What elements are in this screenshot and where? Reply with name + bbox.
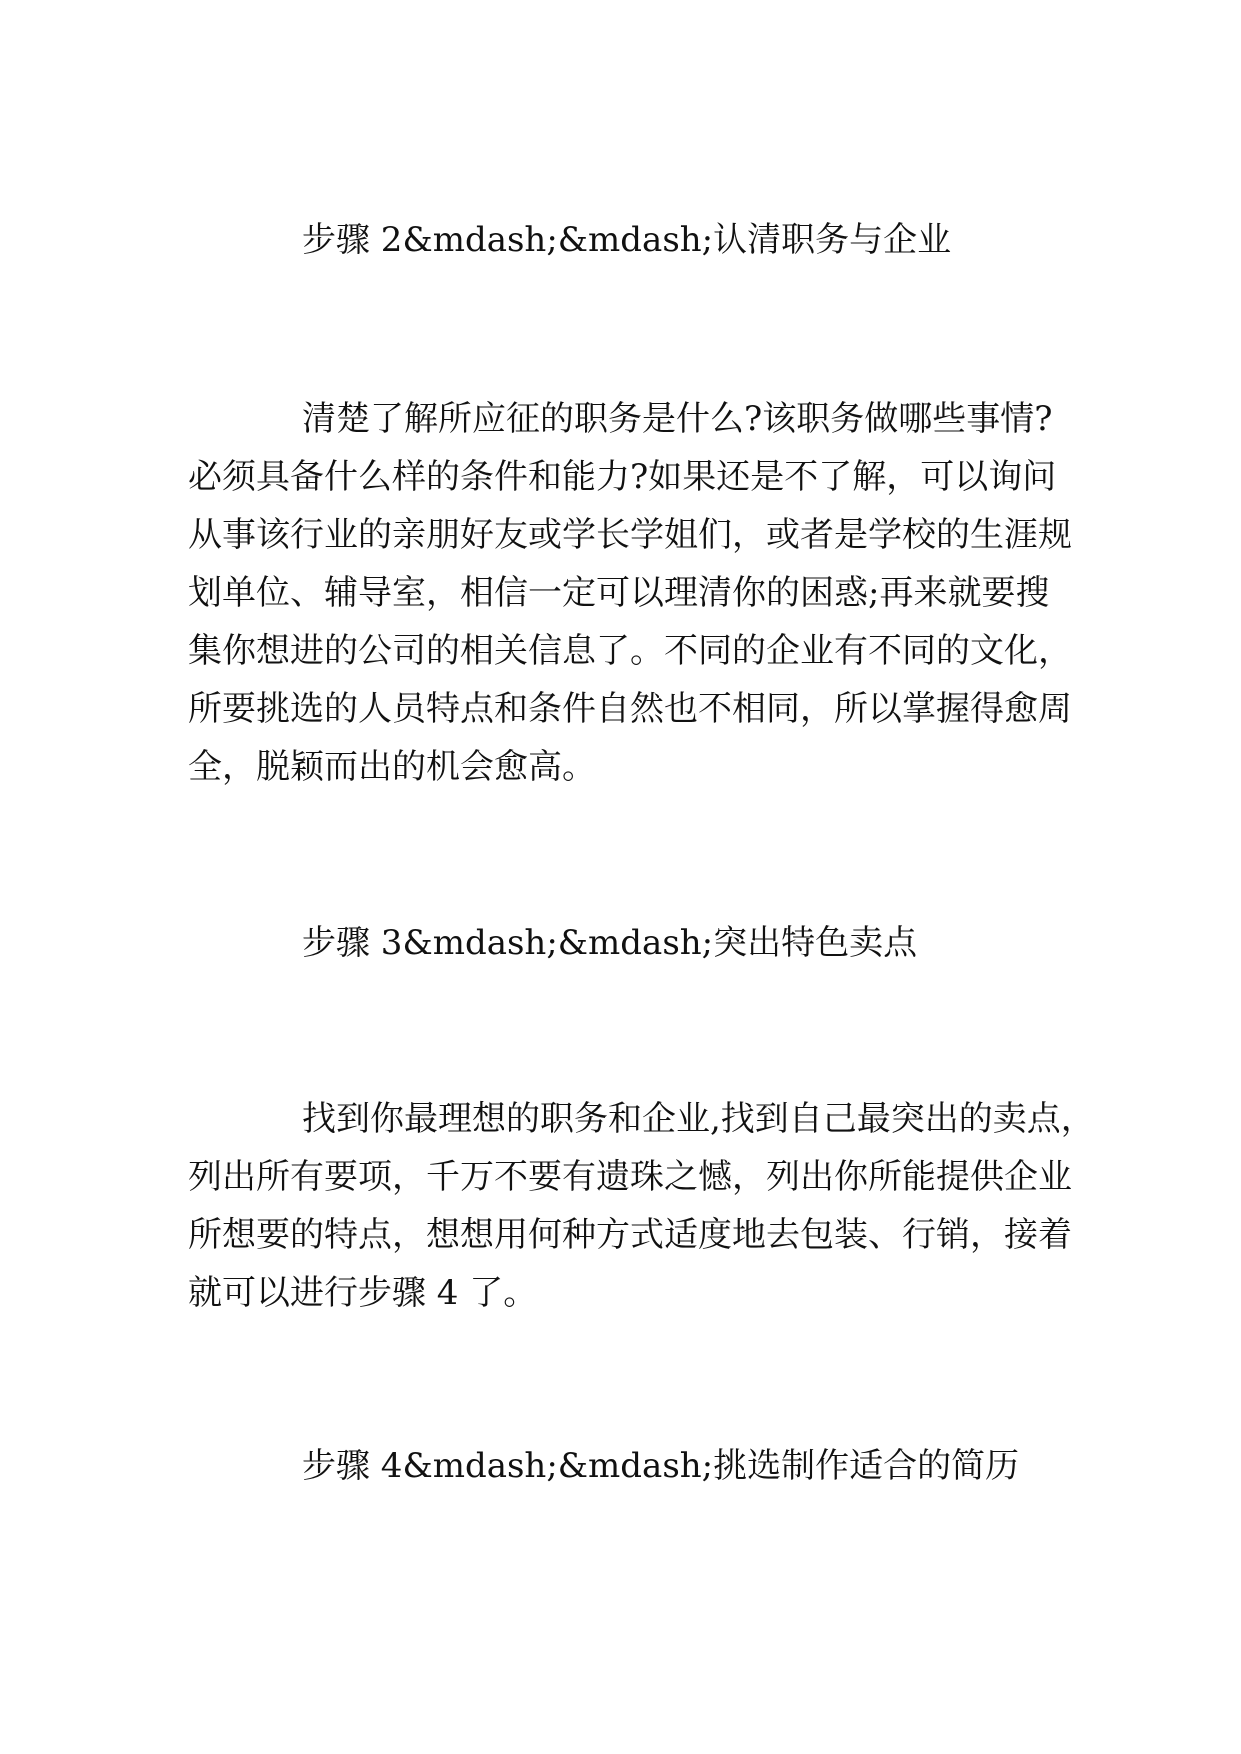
- paragraph-line: 清楚了解所应征的职务是什么?该职务做哪些事情?: [302, 399, 1053, 439]
- paragraph-line: 从事该行业的亲朋好友或学长学姐们，或者是学校的生涯规: [188, 515, 1072, 555]
- paragraph-step-3: [188, 1090, 1095, 1322]
- paragraph-line: 划单位、辅导室，相信一定可以理清你的困惑;再来就要搜: [188, 573, 1050, 613]
- paragraph-line: 就可以进行步骤 4 了。: [188, 1273, 538, 1313]
- section-heading-step-3: 步骤 3&mdash;&mdash;突出特色卖点: [302, 923, 918, 963]
- paragraph-line: 所想要的特点，想想用何种方式适度地去包装、行销，接着: [188, 1215, 1072, 1255]
- paragraph-line: 找到你最理想的职务和企业,找到自己最突出的卖点，: [302, 1099, 1095, 1139]
- section-heading-step-4: 步骤 4&mdash;&mdash;挑选制作适合的简历: [302, 1446, 1020, 1486]
- paragraph-step-2: [188, 390, 1088, 796]
- paragraph-line: 全，脱颖而出的机会愈高。: [188, 747, 596, 787]
- paragraph-line: 列出所有要项，千万不要有遗珠之憾，列出你所能提供企业: [188, 1157, 1072, 1197]
- paragraph-line: 必须具备什么样的条件和能力?如果还是不了解，可以询问: [188, 457, 1057, 497]
- paragraph-line: 所要挑选的人员特点和条件自然也不相同，所以掌握得愈周: [188, 689, 1072, 729]
- section-heading-step-2: 步骤 2&mdash;&mdash;认清职务与企业: [302, 220, 952, 260]
- paragraph-line: 集你想进的公司的相关信息了。不同的企业有不同的文化，: [188, 631, 1072, 671]
